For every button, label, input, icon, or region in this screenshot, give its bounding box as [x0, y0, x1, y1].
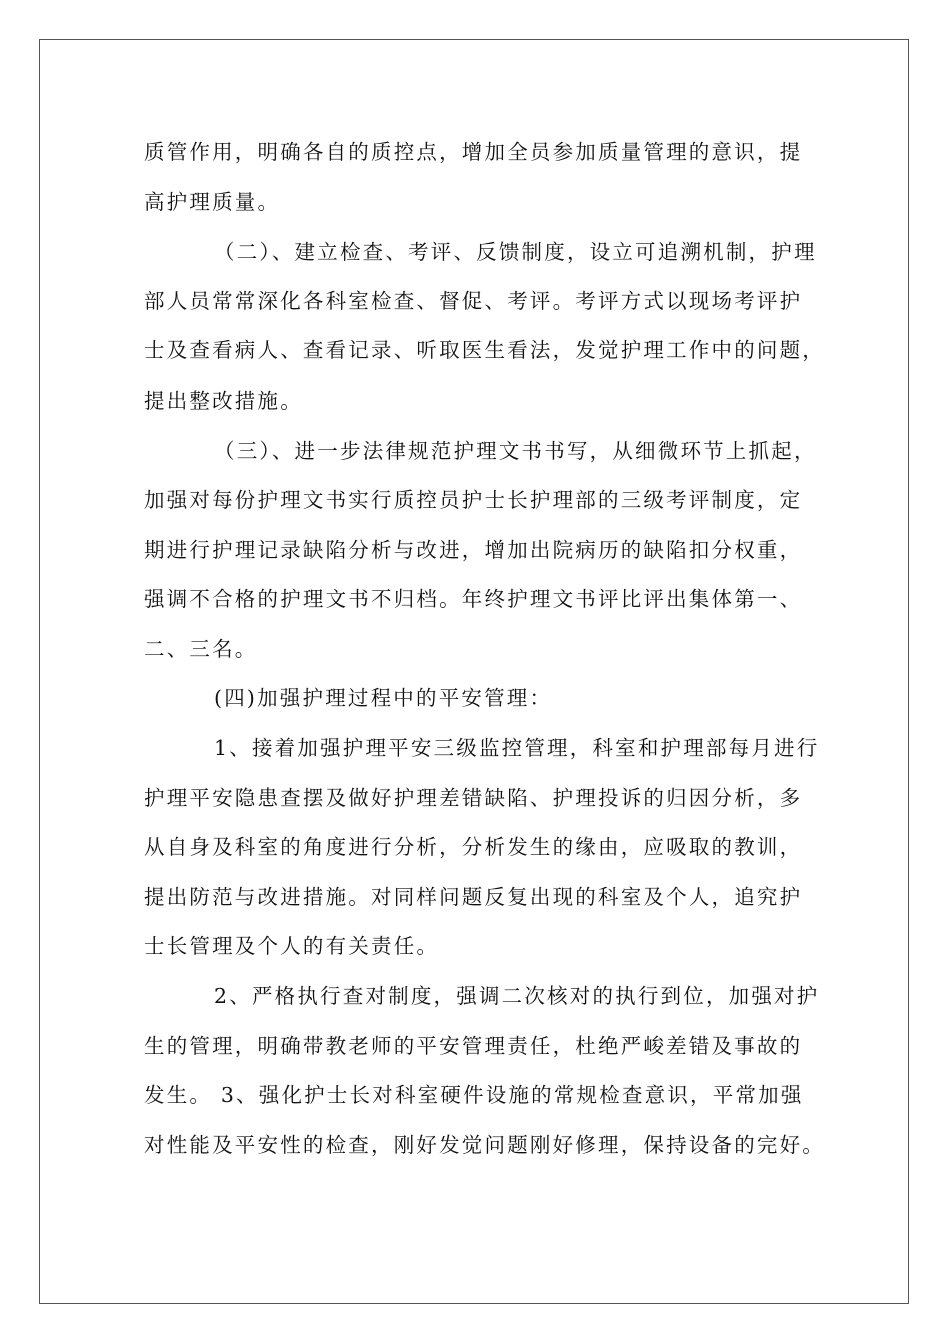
text-line: （三）、进一步法律规范护理文书书写，从细微环节上抓起， [214, 439, 817, 463]
text-line: 二、三名。 [144, 637, 258, 661]
page-border [39, 39, 909, 1304]
text-line: 1、接着加强护理平安三级监控管理，科室和护理部每月进行 [214, 736, 820, 760]
text-line: 士及查看病人、查看记录、听取医生看法，发觉护理工作中的问题， [144, 338, 825, 362]
text-line: (四)加强护理过程中的平安管理： [214, 686, 553, 710]
text-line: 提出防范与改进措施。对同样问题反复出现的科室及个人，追究护 [144, 885, 803, 909]
text-line: 部人员常常深化各科室检查、督促、考评。考评方式以现场考评护 [144, 289, 803, 313]
text-line: 质管作用，明确各自的质控点，增加全员参加质量管理的意识，提 [144, 140, 803, 164]
text-line: 发生。 3、强化护士长对科室硬件设施的常规检查意识，平常加强 [144, 1083, 804, 1107]
text-line: 加强对每份护理文书实行质控员护士长护理部的三级考评制度，定 [144, 488, 803, 512]
text-line: 从自身及科室的角度进行分析，分析发生的缘由，应吸取的教训， [144, 835, 803, 859]
text-line: （二）、建立检查、考评、反馈制度，设立可追溯机制，护理 [214, 240, 817, 264]
text-line: 提出整改措施。 [144, 389, 303, 413]
text-line: 期进行护理记录缺陷分析与改进，增加出院病历的缺陷扣分权重， [144, 538, 803, 562]
text-line: 生的管理，明确带教老师的平安管理责任，杜绝严峻差错及事故的 [144, 1034, 803, 1058]
text-line: 高护理质量。 [144, 190, 281, 214]
text-line: 对性能及平安性的检查，刚好发觉问题刚好修理，保持设备的完好。 [144, 1133, 825, 1157]
text-line: 护理平安隐患查摆及做好护理差错缺陷、护理投诉的归因分析，多 [144, 786, 803, 810]
text-line: 士长管理及个人的有关责任。 [144, 934, 440, 958]
text-line: 强调不合格的护理文书不归档。年终护理文书评比评出集体第一、 [144, 587, 803, 611]
text-line: 2、严格执行查对制度，强调二次核对的执行到位，加强对护 [214, 984, 820, 1008]
